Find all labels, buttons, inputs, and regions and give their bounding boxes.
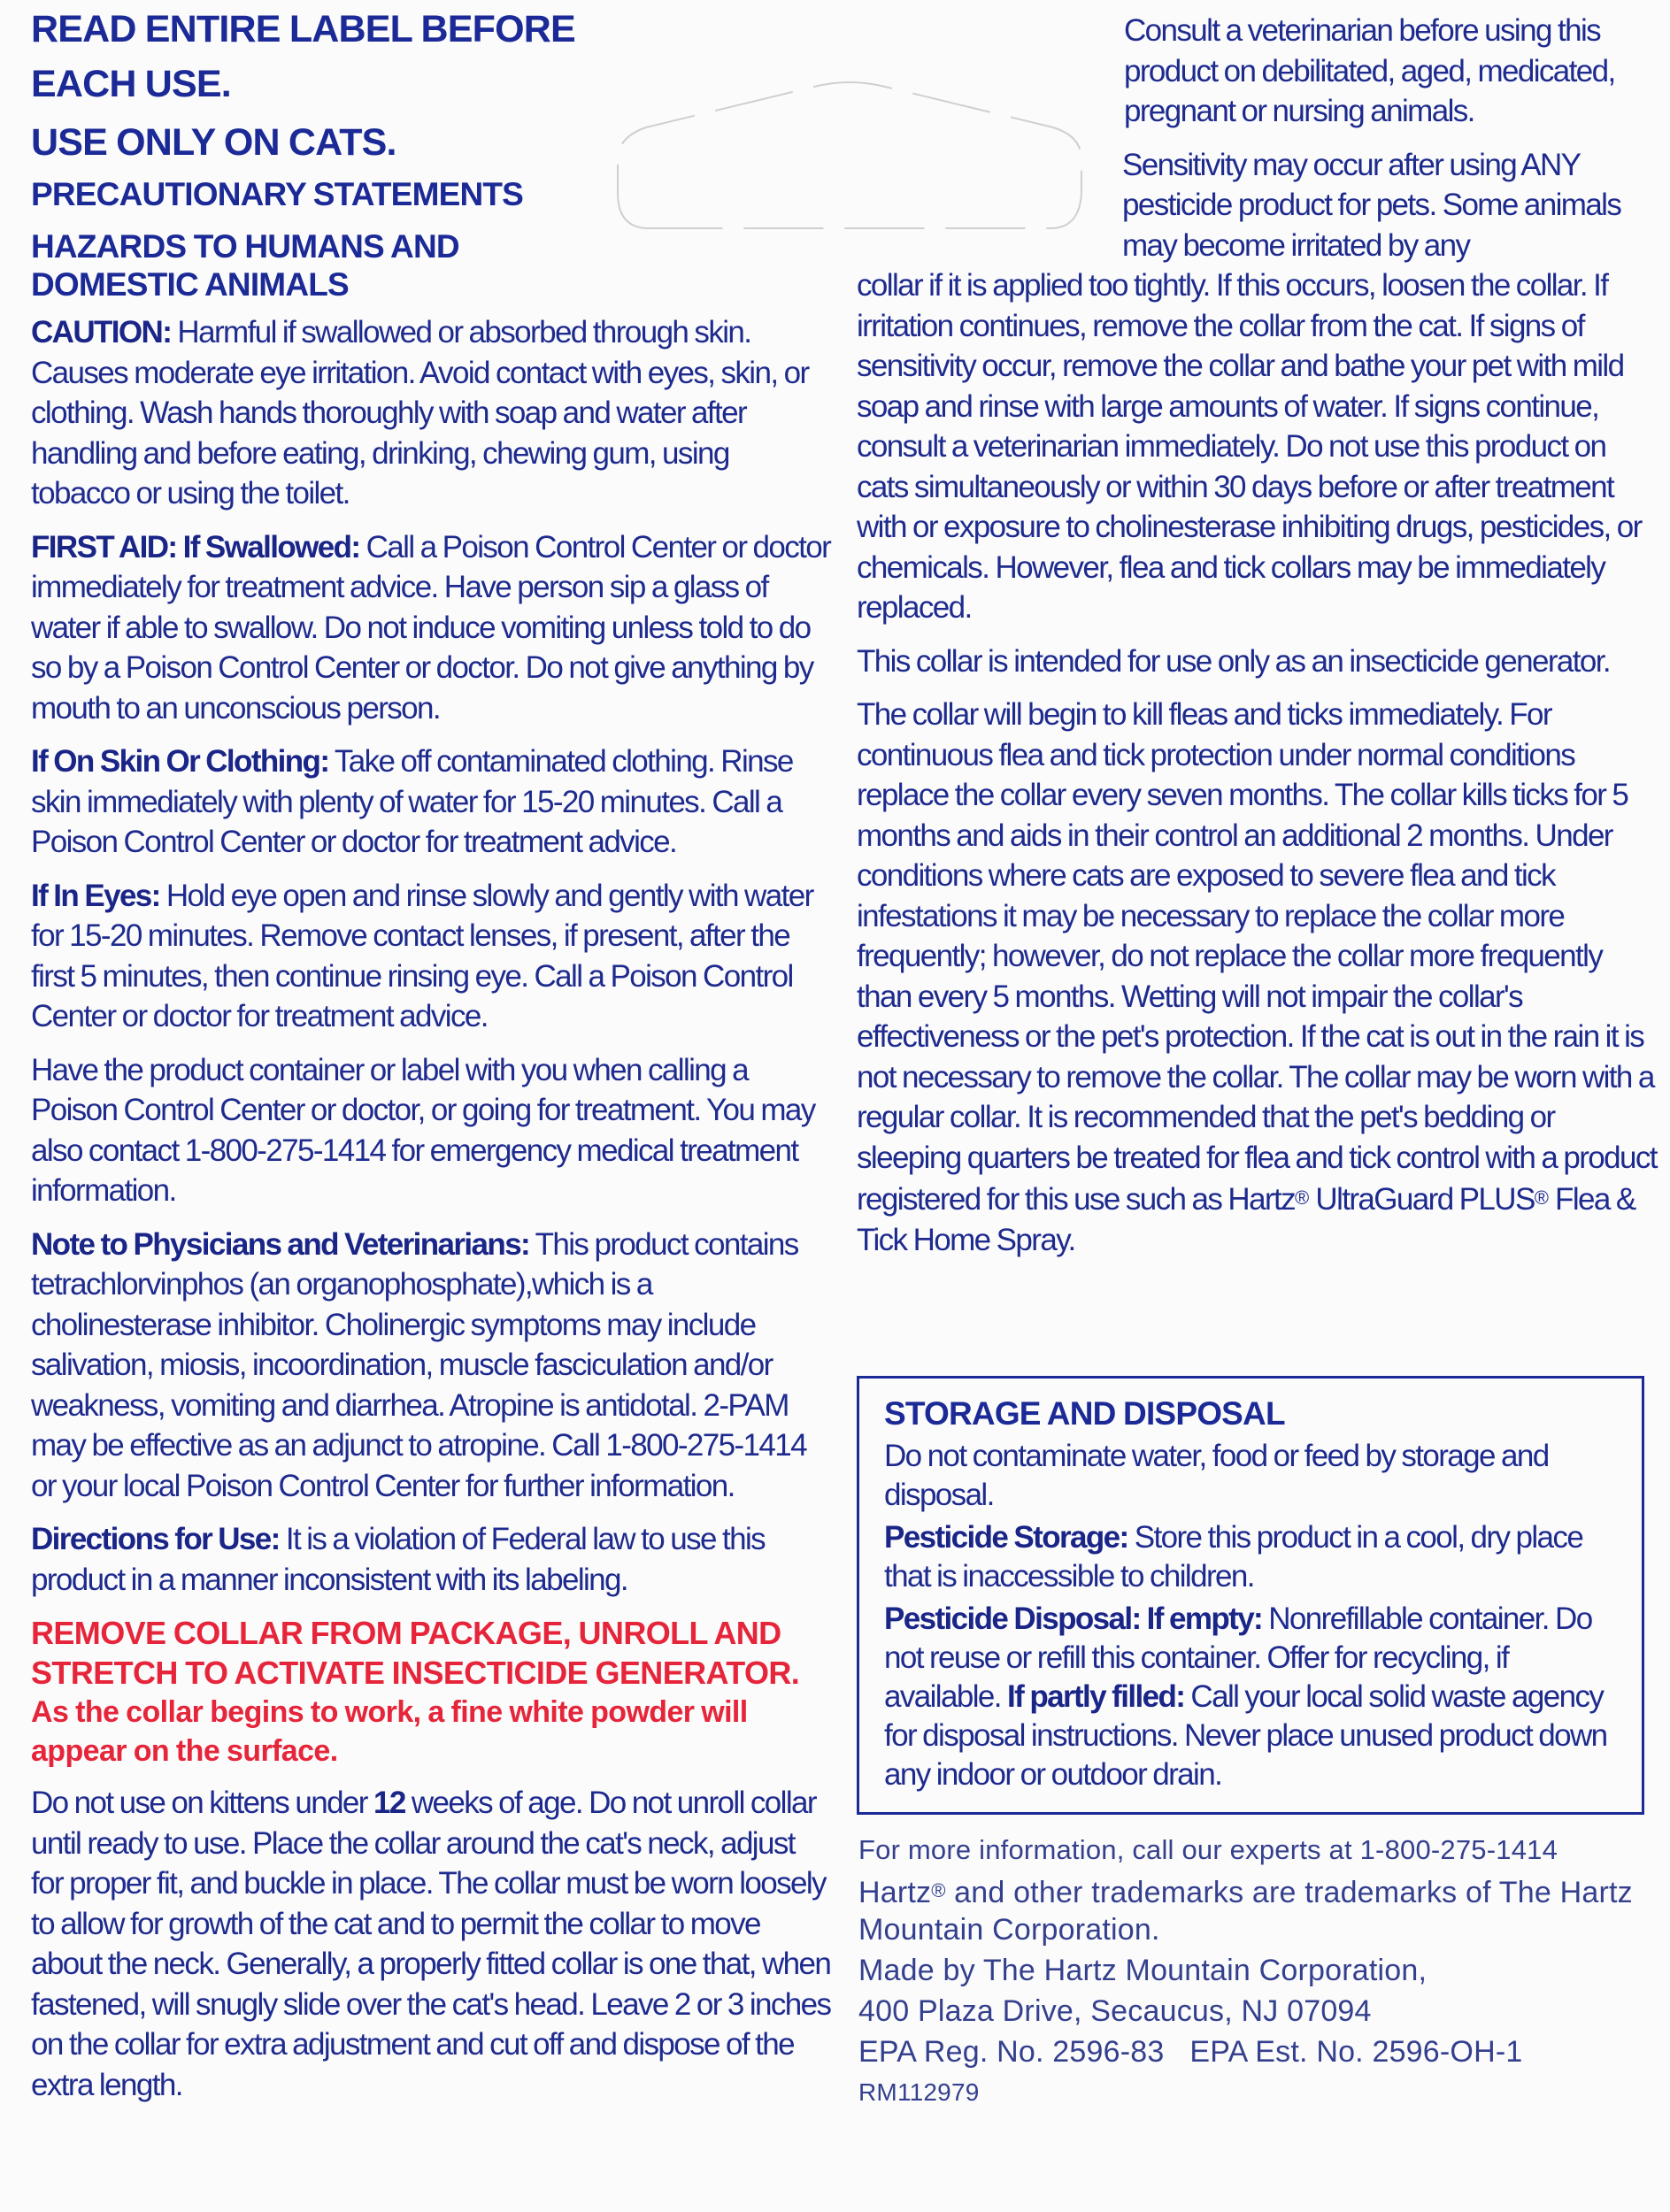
- physicians-text: This product contains tetrachlorvinphos (an organophosphate),which is a cholinesterase inhibitor. Cholinergic symptoms may include salivation, miosis, incoordination, muscle fasciculation and/or weakness, vomiting and diarrhea. Atropine is antidotal. 2-PAM may be effective as an adjunct to atropine. Call 1-800-275-1414 or your local Poison Control Center for further information.: [31, 1226, 807, 1503]
- storage-text: Store this product in a cool, dry place that is inaccessible to children.: [884, 1520, 1583, 1594]
- partly-filled-label: If partly filled:: [1007, 1679, 1185, 1714]
- storage-disposal-box: [857, 1376, 1644, 1815]
- made-by-text: Made by The Hartz Mountain Corporation,: [858, 1954, 1428, 1987]
- read-label-heading: READ ENTIRE LABEL BEFORE: [31, 8, 575, 50]
- directions-label: Directions for Use:: [31, 1522, 280, 1556]
- consult-paragraph: Consult a veterinarian before using this product on debilitated, aged, medicated, pregnant or nursing animals.: [1124, 13, 1615, 128]
- directions-text: It is a violation of Federal law to use this product in a manner inconsistent with its labeling.: [31, 1522, 766, 1597]
- hartz-brand: Hartz: [1227, 1182, 1296, 1217]
- footer: [858, 1832, 1655, 2115]
- hazards-heading-1: HAZARDS TO HUMANS AND: [31, 228, 459, 265]
- disposal-text: Nonrefillable container. Do not reuse or refill this container. Offer for recycling, if available.: [884, 1601, 1592, 1714]
- precautionary-heading: PRECAUTIONARY STATEMENTS: [31, 176, 524, 212]
- trademark-brand: Hartz: [858, 1876, 932, 1909]
- each-use-heading: EACH USE.: [31, 63, 231, 105]
- trademark-rest: and other trademarks are trademarks of The Hartz Mountain Corporation.: [858, 1876, 1633, 1947]
- trademark-registered-mark: ®: [931, 1879, 946, 1901]
- skin-paragraph: [31, 741, 832, 863]
- registered-mark: ®: [1295, 1187, 1310, 1209]
- use-only-on-cats-heading: USE ONLY ON CATS.: [31, 121, 396, 164]
- right-column: [857, 0, 1658, 1273]
- kittens-weeks: 12: [373, 1786, 405, 1820]
- physicians-paragraph: [31, 1225, 832, 1507]
- first-aid-label: FIRST AID:: [31, 529, 177, 565]
- skin-label: If On Skin Or Clothing:: [31, 744, 329, 779]
- container-paragraph: Have the product container or label with you when calling a Poison Control Center or doctor, or going for treatment. You may also contact 1-800-275-1414 for emergency medical treatment information.: [31, 1052, 815, 1208]
- ultraguard-name: UltraGuard PLUS: [1309, 1182, 1535, 1217]
- contaminate-text: Do not contaminate water, food or feed by storage and disposal.: [884, 1439, 1549, 1512]
- partly-filled-text: Call your local solid waste agency for disposal instructions. Never place unused product down any indoor or outdoor drain.: [884, 1679, 1607, 1792]
- sensitivity-paragraph-start: Sensitivity may occur after using ANY pesticide product for pets. Some animals may become irritated by any: [1122, 147, 1621, 263]
- swallowed-text: Call a Poison Control Center or doctor immediately for treatment advice. Have person sip a glass of water if able to swallow. Do not induce vomiting unless told to do so by a Poison Control Center or doctor. Do not give anything by mouth to an unconscious person.: [31, 529, 831, 726]
- rm-code: RM112979: [858, 2078, 980, 2106]
- powder-note: As the collar begins to work, a fine white powder will appear on the surface.: [31, 1695, 748, 1768]
- eyes-text: Hold eye open and rinse slowly and gently with water for 15-20 minutes. Remove contact lenses, if present, after the first 5 minutes, then continue rinsing eye. Call a Poison Control Center or doctor for treatment advice.: [31, 878, 813, 1033]
- eyes-label: If In Eyes:: [31, 878, 160, 913]
- skin-text: Take off contaminated clothing. Rinse skin immediately with plenty of water for 15-20 minutes. Call a Poison Control Center or doctor for treatment advice.: [31, 744, 793, 859]
- directions-paragraph: [31, 1519, 832, 1600]
- caution-label: CAUTION:: [31, 315, 172, 349]
- caution-paragraph: [31, 312, 832, 514]
- home-spray-name: Flea & Tick Home Spray.: [857, 1182, 1635, 1257]
- kittens-text-start: Do not use on kittens under: [31, 1786, 373, 1820]
- pesticide-storage: [884, 1518, 1617, 1596]
- remove-collar-warning: REMOVE COLLAR FROM PACKAGE, UNROLL AND STRETCH TO ACTIVATE INSECTICIDE GENERATOR.: [31, 1615, 800, 1691]
- caution-text: Harmful if swallowed or absorbed through skin. Causes moderate eye irritation. Avoid contact with eyes, skin, or clothing. Wash hands thoroughly with soap and water after handling and before eating, drinking, chewing gum, using tobacco or using the toilet.: [31, 315, 809, 511]
- physicians-label: Note to Physicians and Veterinarians:: [31, 1226, 530, 1262]
- eyes-paragraph: [31, 876, 832, 1037]
- generator-paragraph: This collar is intended for use only as an insecticide generator.: [857, 643, 1610, 679]
- swallowed-label: If Swallowed:: [182, 529, 360, 565]
- pesticide-disposal: [884, 1600, 1617, 1794]
- epa-numbers: EPA Reg. No. 2596-83 EPA Est. No. 2596-OH-1: [858, 2035, 1523, 2069]
- kittens-text-end: weeks of age. Do not unroll collar until ready to use. Place the collar around the cat's neck, adjust for proper fit, and buckle in place. The collar must be worn loosely to allow for growth of the cat and to permit the collar to move about the neck. Generally, a properly fitted collar is one that, when fastened, will snugly slide over the cat's head. Leave 2 or 3 inches on the collar for extra adjustment and cut off and dispose of the extra length.: [31, 1786, 831, 2102]
- hazards-heading-2: DOMESTIC ANIMALS: [31, 266, 349, 303]
- address-text: 400 Plaza Drive, Secaucus, NJ 07094: [858, 1994, 1372, 2028]
- trademark-text: [858, 1872, 1655, 1948]
- swallowed-paragraph: [31, 527, 832, 729]
- more-info-text: For more information, call our experts at 1-800-275-1414: [858, 1834, 1558, 1865]
- registered-mark-2: ®: [1534, 1187, 1549, 1209]
- disposal-label: Pesticide Disposal: If empty:: [884, 1601, 1263, 1636]
- left-column: [31, 0, 832, 2118]
- storage-label: Pesticide Storage:: [884, 1520, 1128, 1555]
- kill-text: The collar will begin to kill fleas and ticks immediately. For continuous flea and tick protection under normal conditions replace the collar every seven months. The collar kills ticks for 5 months and aids in their control an additional 2 months. Under conditions where cats are exposed to severe flea and tick infestations it may be necessary to replace the collar more frequently; however, do not replace the collar more frequently than every 5 months. Wetting will not impair the collar's effectiveness or the pet's protection. If the cat is out in the rain it is not necessary to remove the collar. The collar may be worn with a regular collar. It is recommended that the pet's bedding or sleeping quarters be treated for flea and tick control with a product registered for this use such as: [857, 697, 1657, 1217]
- storage-title: STORAGE AND DISPOSAL: [884, 1395, 1285, 1432]
- kittens-paragraph: [31, 1783, 832, 2105]
- kill-paragraph: [857, 695, 1658, 1260]
- sensitivity-paragraph-rest: collar if it is applied too tightly. If this occurs, loosen the collar. If irritation continues, remove the collar from the cat. If signs of sensitivity occur, remove the collar and bathe your pet with mild soap and rinse with large amounts of water. If signs continue, consult a veterinarian immediately. Do not use this product on cats simultaneously or within 30 days before or after treatment with or exposure to cholinesterase inhibiting drugs, pesticides, or chemicals. However, flea and tick collars may be immediately replaced.: [857, 268, 1642, 625]
